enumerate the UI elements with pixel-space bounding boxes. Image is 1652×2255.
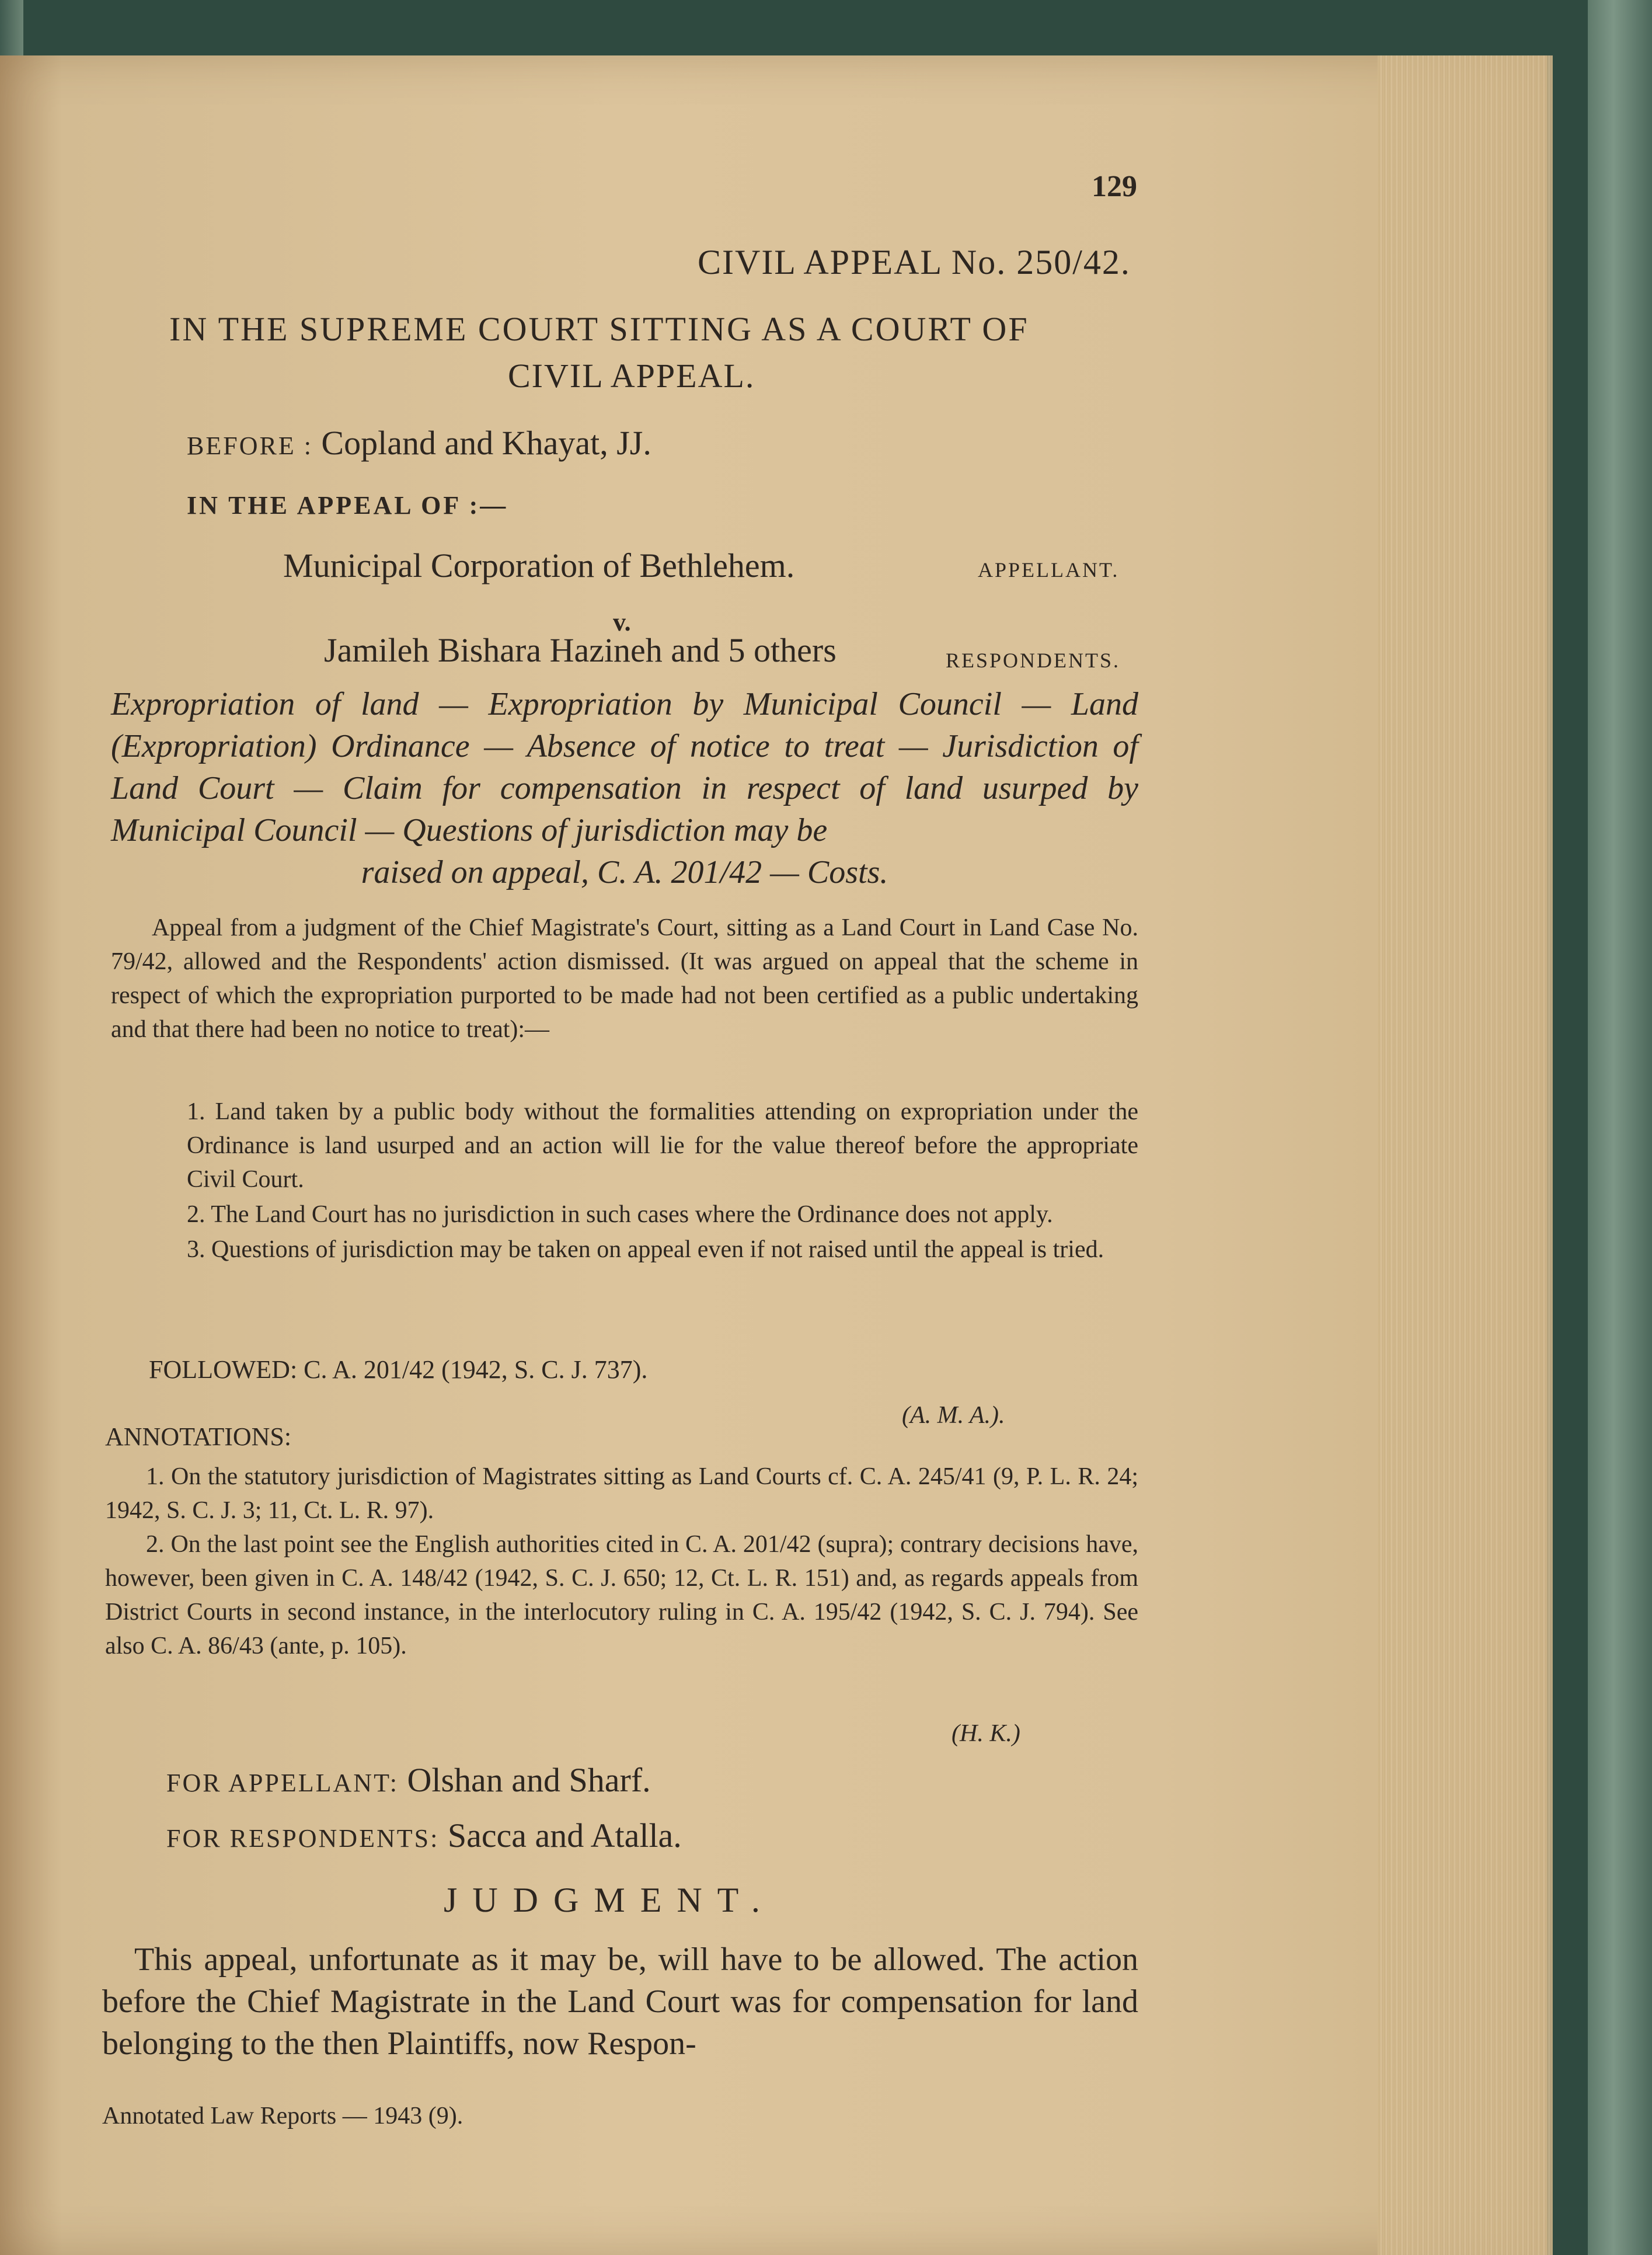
judgment-text: This appeal, unfortunate as it may be, will have to be allowed. The action before the Chief Magistrate in the Land Court was for compensation for land belonging to the then Plaintiffs, now Respon- [102,1941,1138,2062]
appellant-role: APPELLANT. [978,558,1120,582]
annotation-item: 2. On the last point see the English authorities cited in C. A. 201/42 (supra); contrary decisions have, however, been given in C. A. 148/42 (1942, S. C. J. 650; 12, Ct. L. R. 151) and, as regards appeals from District Courts in second instance, in the interlocutory ruling in C. A. 195/42 (1942, S. C. J. 794). See also C. A. 86/43 (ante, p. 105). [105,1531,1138,1659]
page-edges [1378,55,1553,2255]
court-title-line-1: IN THE SUPREME COURT SITTING AS A COURT OF [169,310,1029,348]
book-cover-right [1588,0,1652,2255]
respondent-name: Jamileh Bishara Hazineh and 5 others [324,631,837,669]
annotations-list [105,1460,1138,1663]
holding-item: 1. Land taken by a public body without the formalities attending on expropriation under the Ordinance is land usurped and an action will lie for the value thereof before the appropriate Civil Court. [187,1098,1138,1193]
counsel-appellant [166,1760,651,1800]
page-number: 129 [1092,170,1137,203]
holding-item: 2. The Land Court has no jurisdiction in such cases where the Ordinance does not apply. [187,1201,1053,1228]
respondent-role: RESPONDENTS. [946,649,1121,672]
counsel-appellant-names: Olshan and Sharf. [407,1761,651,1799]
counsel-respondents-label: FOR RESPONDENTS: [166,1824,440,1853]
judges: Copland and Khayat, JJ. [321,424,651,462]
holdings-list [187,1095,1138,1268]
appeal-of-label: IN THE APPEAL OF :— [187,491,508,520]
headnote-main: Expropriation of land — Expropriation by Municipal Council — Land (Expropriation) Ordinance — Absence of notice to treat — Jurisdiction of Land Court — Claim for compensation in respect of land usurped by Municipal Council — Questions of jurisdiction may be [111,686,1138,848]
followed-citation: FOLLOWED: C. A. 201/42 (1942, S. C. J. 737). [149,1355,648,1384]
page-footer: Annotated Law Reports — 1943 (9). [102,2103,463,2129]
reporter-initials: (A. M. A.). [902,1402,1005,1429]
appeal-number: CIVIL APPEAL No. 250/42. [698,243,1131,281]
appellant-name: Municipal Corporation of Bethlehem. [283,547,795,584]
judgment-title: JUDGMENT. [444,1881,775,1919]
headnote-last-line: raised on appeal, C. A. 201/42 — Costs. [361,854,888,890]
counsel-respondents-names: Sacca and Atalla. [447,1816,682,1854]
versus: v. [613,608,631,636]
headnote [111,683,1138,893]
appeal-summary: Appeal from a judgment of the Chief Magistrate's Court, sitting as a Land Court in Land Case No. 79/42, allowed and the Respondents' action dismissed. (It was argued on appeal that the scheme in respect of which the expropriation purported to be made had not been certified as a public undertaking and that there had been no notice to treat):— [111,914,1138,1043]
before-row [187,423,651,462]
annotations-title: ANNOTATIONS: [105,1422,292,1451]
counsel-respondents [166,1816,682,1855]
counsel-appellant-label: FOR APPELLANT: [166,1769,399,1797]
annotator-initials: (H. K.) [952,1720,1020,1747]
before-label: BEFORE : [187,431,313,460]
court-title-line-2: CIVIL APPEAL. [508,357,755,395]
holding-item: 3. Questions of jurisdiction may be taken on appeal even if not raised until the appeal is tried. [187,1236,1104,1263]
annotation-item: 1. On the statutory jurisdiction of Magistrates sitting as Land Courts cf. C. A. 245/41 (9, P. L. R. 24; 1942, S. C. J. 3; 11, Ct. L. R. 97). [105,1463,1138,1524]
